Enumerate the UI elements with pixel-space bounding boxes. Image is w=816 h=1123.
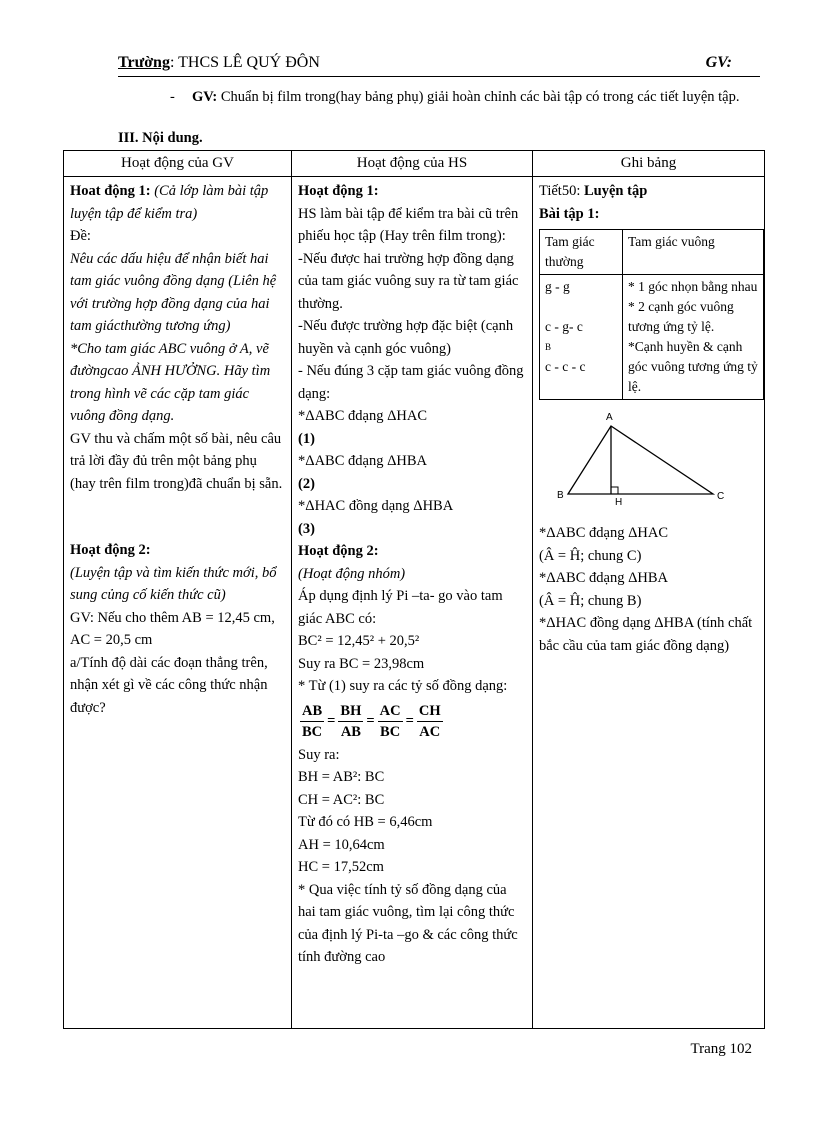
intro-body: Chuẩn bị film trong(hay bảng phụ) giải hoàn chỉnh các bài tập có trong các tiết luyện tập. <box>217 89 740 105</box>
fraction-1-num: AB <box>300 701 324 722</box>
gv-star-text: *Cho tam giác ABC vuông ở A, vẽ đườngcao ẢNH HƯỞNG. Hãy tìm trong hình vẽ các cặp tam giác vuông đồng dạng. <box>70 340 271 424</box>
equals-3: = <box>405 712 414 729</box>
hs-num-3: (3) <box>298 520 315 537</box>
board-r1: *ΔABC đdạng ΔHAC <box>539 525 669 541</box>
fraction-3-num: AC <box>378 701 403 722</box>
hs-pair-3: *ΔHAC đồng dạng ΔHBA <box>298 498 454 514</box>
fraction-1-den: BC <box>302 723 323 740</box>
inner-row-3-right: *Cạnh huyền & cạnh góc vuông tương ứng tỷ lệ. <box>628 339 758 394</box>
fraction-4-den: AC <box>419 723 441 740</box>
right-triangle-figure <box>533 406 763 518</box>
inner-row-2-left: c - g- c <box>545 319 583 334</box>
hs-ah: AH = 10,64cm <box>298 836 385 853</box>
school-name <box>118 54 320 72</box>
board-r3: *ΔHAC đồng dạng ΔHBA (tính chất bắc cầu của tam giác đồng dạng) <box>539 615 753 654</box>
header-board: Ghi bảng <box>533 151 765 177</box>
hs-hd1-title: Hoạt động 1: <box>298 183 379 199</box>
board-r2: *ΔABC đdạng ΔHBA <box>539 570 669 586</box>
gv-hd2-note: (Luyện tập và tìm kiến thức mới, bổ sung củng cố kiến thức cũ) <box>70 564 277 603</box>
hs-num-2: (2) <box>298 475 315 492</box>
header-gv: Hoạt động của GV <box>64 151 292 177</box>
fraction-2 <box>338 701 363 742</box>
bullet-dash: - <box>170 89 175 105</box>
gv-hd1-title: Hoat động 1: <box>70 183 155 199</box>
inner-header-row <box>540 230 764 275</box>
fraction-1 <box>300 701 324 742</box>
inner-row <box>540 275 764 400</box>
inner-row-1-left: g - g <box>545 279 570 294</box>
fraction-4 <box>417 701 443 742</box>
gv-column <box>64 177 292 1029</box>
exercise-title: Bài tập 1: <box>539 205 600 222</box>
hs-line-1: HS làm bài tập để kiểm tra bài cũ trên phiếu học tập (Hay trên film trong): <box>298 205 519 244</box>
hs-bh: BH = AB²: BC <box>298 769 385 785</box>
label-b: B <box>557 490 564 501</box>
hs-ch: CH = AC²: BC <box>298 791 385 808</box>
board-r1-reason: (Â = Ĥ; chung C) <box>539 547 642 564</box>
header-hs: Hoạt động của HS <box>292 151 533 177</box>
hs-line-2: -Nếu được hai trường hợp đồng dạng của tam giác vuông suy ra từ tam giác thường. <box>298 250 519 312</box>
inner-row-1-right: * 1 góc nhọn bằng nhau <box>628 279 758 294</box>
fraction-2-den: AB <box>340 723 361 740</box>
board-column <box>533 177 765 1029</box>
gv-hd2-title: Hoạt động 2: <box>70 542 151 558</box>
hs-apply: Áp dụng định lý Pi –ta- go vào tam giác ABC có: <box>298 588 503 627</box>
similarity-table <box>539 229 764 400</box>
hs-hc: HC = 17,52cm <box>298 859 384 875</box>
page-number: Trang 102 <box>690 1041 752 1057</box>
inner-header-right: Tam giác vuông <box>623 230 764 275</box>
lesson-prefix: Tiết50: <box>539 183 584 199</box>
label-a: A <box>606 412 613 423</box>
gv-hd2-question: a/Tính độ dài các đoạn thẳng trên, nhận xét gì về các công thức nhận được? <box>70 654 268 716</box>
table-header-row <box>64 151 765 177</box>
activity-table <box>63 150 765 1029</box>
section-title: III. Nội dung. <box>118 130 203 146</box>
gv-de-text: Nêu các dấu hiệu để nhận biết hai tam giác vuông đồng dạng (Liên hệ với trường hợp đồng dạng của hai tam giácthường tương ứng) <box>70 250 277 334</box>
label-c: C <box>717 491 725 502</box>
hs-line-3: -Nếu được trường hợp đặc biệt (cạnh huyền và cạnh góc vuông) <box>298 318 514 357</box>
gv-hd2-text: GV: Nếu cho thêm AB = 12,45 cm, AC = 20,5 cm <box>70 609 275 648</box>
lesson-title: Luyện tập <box>584 183 648 199</box>
page-header <box>118 54 760 77</box>
intro-gv-label: GV: <box>192 89 218 105</box>
hs-eq-1: BC² = 12,45² + 20,5² <box>298 633 420 649</box>
fraction-2-num: BH <box>338 701 363 722</box>
inner-small-mark: B <box>545 342 552 352</box>
fraction-4-num: CH <box>417 701 443 722</box>
hs-hd2-title: Hoạt động 2: <box>298 543 379 559</box>
board-r2-reason: (Â = Ĥ; chung B) <box>539 592 642 609</box>
ratio-equation <box>298 701 526 742</box>
hs-last: * Qua việc tính tỷ số đồng dạng của hai tam giác vuông, tìm lại công thức của định lý Pi-ta –go & các công thức tính đường cao <box>298 881 518 965</box>
hs-column <box>292 177 533 1029</box>
school-label: Trường <box>118 54 170 71</box>
school-value: : THCS LÊ QUÝ ĐÔN <box>169 54 320 71</box>
gv-collect-text: GV thu và chấm một số bài, nêu câu trả lời đầy đủ trên một bảng phụ (hay trên film trong)đã chuẩn bị sẵn. <box>70 430 283 492</box>
gv-de-label: Đề: <box>70 228 91 244</box>
hs-num-1: (1) <box>298 430 315 447</box>
equals-2: = <box>366 712 375 729</box>
hs-eq-2: Suy ra BC = 23,98cm <box>298 655 425 672</box>
fraction-3 <box>378 701 403 742</box>
triangle-abc <box>568 426 713 494</box>
gv-hd1-note: (Cả lớp làm bài tập luyện tập để kiểm tra) <box>70 183 269 222</box>
hs-suy-ra: Suy ra: <box>298 746 340 763</box>
intro-text <box>192 86 757 108</box>
label-h: H <box>615 497 623 508</box>
hs-pair-2: *ΔABC đdạng ΔHBA <box>298 453 428 469</box>
teacher-label: GV: <box>705 54 732 71</box>
hs-hb: Từ đó có HB = 6,46cm <box>298 814 433 830</box>
table-body-row <box>64 177 765 1029</box>
right-angle-mark <box>611 487 618 494</box>
fraction-3-den: BC <box>380 723 401 740</box>
inner-row-3-left: c - c - c <box>545 359 586 374</box>
equals-1: = <box>327 712 336 729</box>
hs-pair-1: *ΔABC đdạng ΔHAC <box>298 408 428 424</box>
inner-header-left: Tam giác thường <box>540 230 623 275</box>
hs-hd2-note: (Hoạt động nhóm) <box>298 565 406 582</box>
hs-line-4: - Nếu đúng 3 cặp tam giác vuông đồng dạng: <box>298 363 524 402</box>
hs-eq-3: * Từ (1) suy ra các tỷ số đồng dạng: <box>298 678 508 694</box>
inner-row-2-right: * 2 cạnh góc vuông tương ứng tỷ lệ. <box>628 299 734 334</box>
